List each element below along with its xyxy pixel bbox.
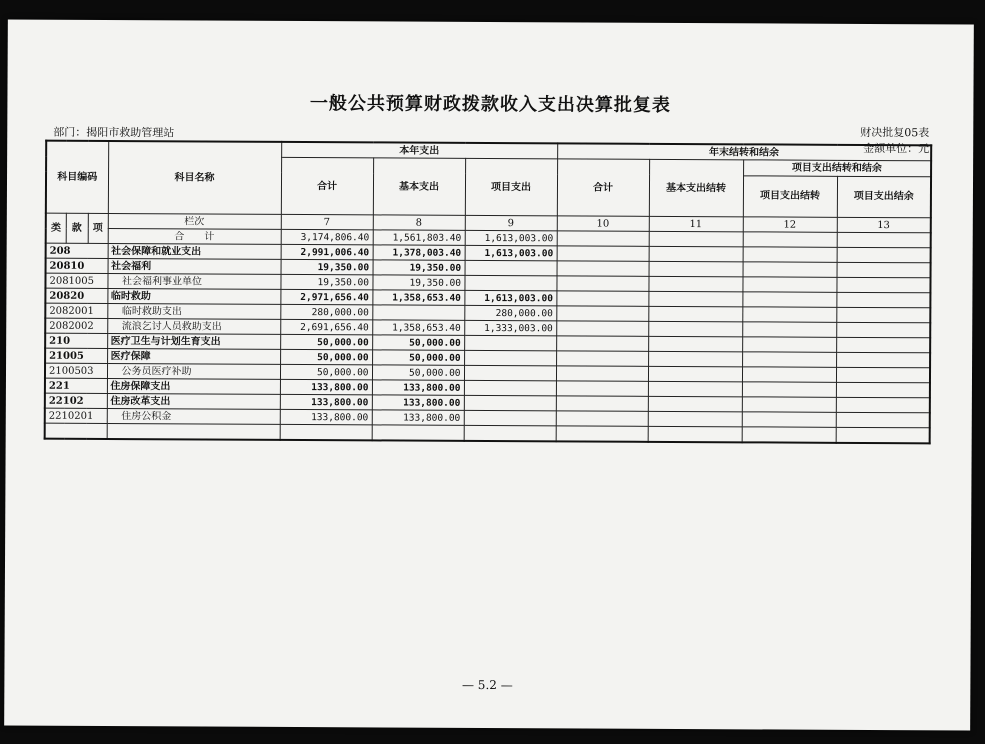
header-subject-name: 科目名称 — [108, 141, 281, 214]
empty-cell — [648, 336, 742, 351]
subject-name: 社会福利 — [108, 259, 281, 275]
header-ye-proj-carry: 项目支出结转 — [743, 176, 837, 218]
empty-cell — [742, 397, 836, 412]
amount-total: 19,350.00 — [281, 259, 373, 274]
amount-project — [464, 410, 556, 425]
header-subject-code: 科目编码 — [46, 141, 108, 214]
subject-code: 20810 — [46, 258, 108, 273]
header-ye-basic: 基本支出结转 — [649, 159, 743, 216]
amount-basic: 133,800.00 — [372, 410, 464, 425]
col-label: 栏次 — [108, 214, 281, 230]
empty-cell — [556, 411, 648, 426]
subject-name: 社会福利事业单位 — [107, 274, 280, 290]
empty-cell — [556, 321, 648, 336]
amount-basic: 133,800.00 — [372, 380, 464, 395]
amount-basic: 1,358,653.40 — [372, 320, 464, 335]
empty-cell — [556, 396, 648, 411]
amount-project — [464, 365, 556, 380]
header-ye-project: 项目支出结转和结余 — [743, 160, 931, 177]
empty-cell — [742, 352, 836, 367]
amount-total: 2,991,006.40 — [281, 244, 373, 259]
amount-total: 50,000.00 — [280, 334, 372, 349]
empty-cell — [837, 247, 931, 262]
amount-basic — [372, 305, 464, 320]
empty-cell — [836, 277, 930, 292]
page-number: — 5.2 — — [461, 677, 513, 693]
amount-project: 280,000.00 — [464, 305, 556, 320]
col-number: 13 — [837, 217, 931, 232]
empty-cell — [742, 292, 836, 307]
amount-total: 133,800.00 — [280, 379, 372, 394]
subject-code: 2100503 — [45, 363, 107, 378]
empty-cell — [836, 412, 930, 427]
amount-project: 1,613,003.00 — [464, 290, 556, 305]
empty-cell — [742, 277, 836, 292]
header-lei: 类 — [46, 213, 66, 243]
subject-name: 医疗保障 — [107, 349, 280, 365]
empty-cell — [556, 381, 648, 396]
empty-cell — [648, 396, 742, 411]
department-label: 部门：揭阳市救助管理站 — [53, 125, 175, 140]
header-project: 项目支出 — [465, 158, 557, 215]
empty-cell — [836, 292, 930, 307]
sum-total: 3,174,806.40 — [281, 229, 373, 244]
empty-cell — [648, 411, 742, 426]
amount-basic: 19,350.00 — [373, 260, 465, 275]
empty-cell — [556, 306, 648, 321]
amount-total: 133,800.00 — [280, 394, 372, 409]
subject-code: 2081005 — [45, 273, 107, 288]
col-number: 11 — [649, 216, 743, 231]
sum-project: 1,613,003.00 — [465, 230, 557, 245]
amount-total: 19,350.00 — [280, 274, 372, 289]
empty-cell — [556, 366, 648, 381]
empty-cell — [742, 382, 836, 397]
sum-label: 合 计 — [108, 229, 281, 245]
subject-code: 22102 — [45, 393, 107, 408]
subject-code: 210 — [45, 333, 107, 348]
amount-project — [464, 380, 556, 395]
empty-cell — [837, 262, 931, 277]
amount-total: 2,971,656.40 — [280, 289, 372, 304]
empty-cell — [649, 246, 743, 261]
empty-cell — [648, 321, 742, 336]
empty-cell — [648, 276, 742, 291]
amount-total: 280,000.00 — [280, 304, 372, 319]
empty-cell — [556, 276, 648, 291]
subject-name: 医疗卫生与计划生育支出 — [107, 334, 280, 350]
subject-name: 临时救助 — [107, 289, 280, 305]
subject-name: 住房改革支出 — [107, 393, 280, 409]
col-number: 10 — [557, 216, 649, 231]
empty-cell — [556, 291, 648, 306]
amount-project — [464, 275, 556, 290]
header-ye-total: 合计 — [557, 159, 649, 216]
header-ye-proj-surplus: 项目支出结余 — [837, 176, 931, 218]
form-code: 财决批复05表 — [860, 125, 930, 140]
empty-cell — [836, 382, 930, 397]
subject-code: 21005 — [45, 348, 107, 363]
empty-cell — [557, 261, 649, 276]
subject-name: 住房保障支出 — [107, 378, 280, 394]
currency-unit: 金额单位：元 — [863, 141, 930, 156]
empty-cell — [648, 351, 742, 366]
amount-project — [464, 350, 556, 365]
header-xiang: 项 — [88, 213, 108, 243]
empty-cell — [557, 246, 649, 261]
subject-code: 2210201 — [45, 408, 107, 423]
empty-cell — [836, 337, 930, 352]
header-kuan: 款 — [66, 213, 88, 243]
amount-basic: 50,000.00 — [372, 350, 464, 365]
empty-cell — [836, 322, 930, 337]
amount-project: 1,613,003.00 — [465, 245, 557, 260]
amount-total: 133,800.00 — [280, 409, 372, 424]
amount-basic: 1,358,653.40 — [372, 290, 464, 305]
amount-basic: 50,000.00 — [372, 365, 464, 380]
empty-cell — [836, 367, 930, 382]
header-basic: 基本支出 — [373, 158, 465, 215]
empty-cell — [648, 366, 742, 381]
empty-cell — [648, 381, 742, 396]
table-row-empty — [45, 423, 930, 443]
empty-cell — [556, 336, 648, 351]
empty-cell — [742, 337, 836, 352]
subject-name: 临时救助支出 — [107, 304, 280, 320]
empty-cell — [742, 367, 836, 382]
empty-cell — [836, 352, 930, 367]
page-title: 一般公共预算财政拨款收入支出决算批复表 — [309, 93, 671, 116]
amount-basic: 50,000.00 — [372, 335, 464, 350]
header-total: 合计 — [281, 157, 373, 214]
subject-code: 208 — [46, 243, 108, 258]
empty-cell — [742, 307, 836, 322]
header-current-year: 本年支出 — [281, 142, 557, 159]
amount-total: 50,000.00 — [280, 364, 372, 379]
header-year-end: 年末结转和结余 — [557, 143, 931, 160]
settlement-table — [44, 140, 933, 445]
amount-total: 2,691,656.40 — [280, 319, 372, 334]
amount-project: 1,333,003.00 — [464, 320, 556, 335]
empty-cell — [836, 397, 930, 412]
empty-cell — [743, 247, 837, 262]
document-page — [4, 19, 974, 730]
empty-cell — [648, 291, 742, 306]
amount-project — [464, 395, 556, 410]
subject-code: 2082002 — [45, 318, 107, 333]
empty-cell — [742, 322, 836, 337]
subject-code: 221 — [45, 378, 107, 393]
col-number: 7 — [281, 214, 373, 229]
empty-cell — [743, 262, 837, 277]
empty-cell — [648, 306, 742, 321]
col-number: 12 — [743, 217, 837, 232]
amount-basic: 133,800.00 — [372, 395, 464, 410]
subject-code: 20820 — [45, 288, 107, 303]
col-number: 8 — [373, 215, 465, 230]
empty-cell — [649, 261, 743, 276]
subject-name: 社会保障和就业支出 — [108, 244, 281, 260]
subject-code: 2082001 — [45, 303, 107, 318]
subject-name: 住房公积金 — [107, 408, 280, 424]
sum-basic: 1,561,803.40 — [373, 230, 465, 245]
amount-project — [464, 335, 556, 350]
amount-basic: 1,378,003.40 — [373, 245, 465, 260]
empty-cell — [742, 412, 836, 427]
amount-total: 50,000.00 — [280, 349, 372, 364]
empty-cell — [836, 307, 930, 322]
subject-name: 公务员医疗补助 — [107, 364, 280, 380]
empty-cell — [556, 351, 648, 366]
subject-name: 流浪乞讨人员救助支出 — [107, 319, 280, 335]
amount-project — [465, 260, 557, 275]
col-number: 9 — [465, 215, 557, 230]
amount-basic: 19,350.00 — [372, 275, 464, 290]
